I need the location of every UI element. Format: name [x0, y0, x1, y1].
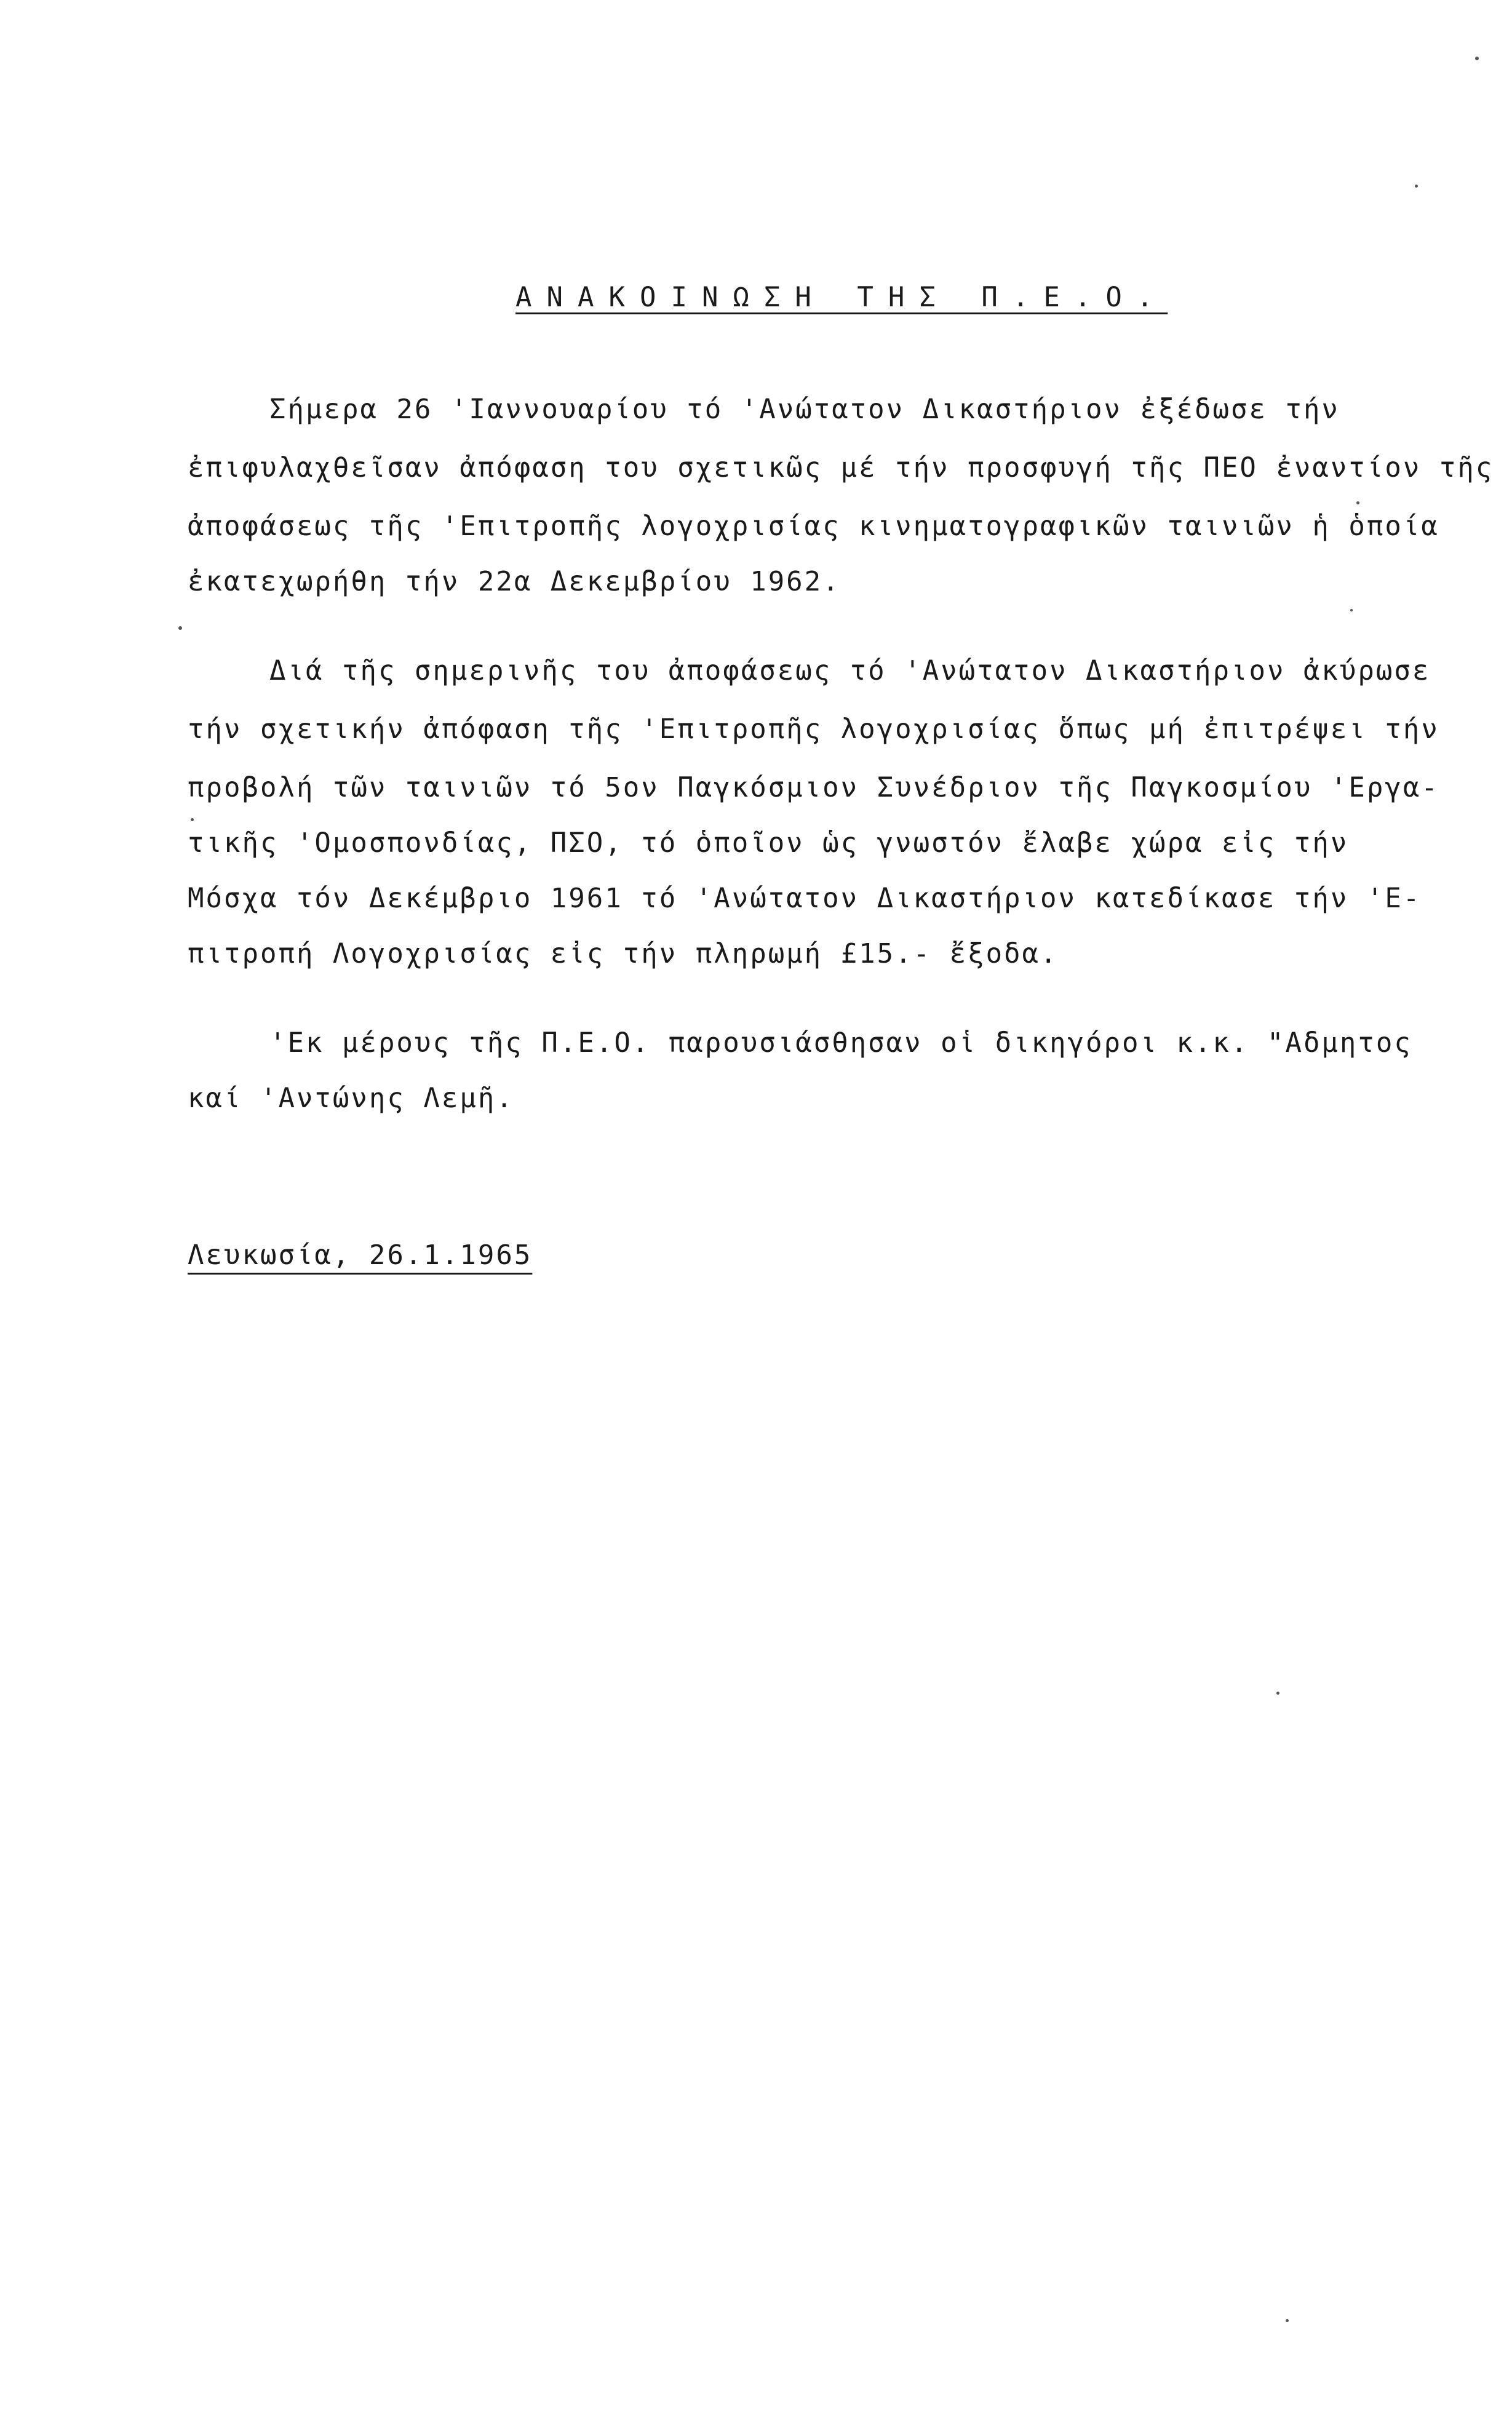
scan-speck [178, 626, 182, 630]
paragraph-2-line-5: Μόσχα τόν Δεκέμβριο 1961 τό 'Ανώτατον Δικαστήριον κατεδίκασε τήν 'Ε- [188, 883, 1422, 914]
document-title: ΑΝΑΚΟΙΝΩΣΗ ΤΗΣ Π.Ε.Ο. [515, 282, 1168, 313]
paragraph-3-line-2: καί 'Αντώνης Λεμῆ. [188, 1083, 514, 1114]
scan-speck [1276, 1692, 1279, 1695]
scan-speck [1286, 2319, 1289, 2322]
scan-speck [1475, 57, 1479, 60]
paragraph-2-line-4: τικῆς 'Ομοσπονδίας, ΠΣΟ, τό ὁποῖον ὡς γνωστόν ἔλαβε χώρα εἰς τήν [188, 827, 1349, 859]
paragraph-3-line-1: 'Εκ μέρους τῆς Π.Ε.Ο. παρουσιάσθησαν οἱ δικηγόροι κ.κ. "Αδμητος [269, 1027, 1412, 1059]
paragraph-2-line-3: προβολή τῶν ταινιῶν τό 5ον Παγκόσμιον Συνέδριον τῆς Παγκοσμίου 'Εργα- [188, 772, 1439, 803]
scan-speck [1350, 609, 1353, 611]
paragraph-2-line-6: πιτροπή Λογοχρισίας εἰς τήν πληρωμή £15.- ἔξοδα. [188, 938, 1059, 969]
paragraph-1-line-4: ἐκατεχωρήθη τήν 22α Δεκεμβρίου 1962. [188, 566, 841, 597]
place-and-date: Λευκωσία, 26.1.1965 [188, 1239, 533, 1271]
paragraph-1-line-3: ἀποφάσεως τῆς 'Επιτροπῆς λογοχρισίας κινηματογραφικῶν ταινιῶν ἡ ὁποία [188, 511, 1439, 542]
scan-speck [1415, 185, 1418, 188]
paragraph-1-line-1: Σήμερα 26 'Ιαννουαρίου τό 'Ανώτατον Δικαστήριον ἐξέδωσε τήν [269, 394, 1340, 425]
scan-speck [191, 818, 194, 821]
paragraph-1-line-2: ἐπιφυλαχθεῖσαν ἀπόφαση του σχετικῶς μέ τήν προσφυγή τῆς ΠΕΟ ἐναντίον τῆς [188, 452, 1494, 483]
scan-speck [1356, 501, 1359, 504]
paragraph-2-line-2: τήν σχετικήν ἀπόφαση τῆς 'Επιτροπῆς λογοχρισίας ὅπως μή ἐπιτρέψει τήν [188, 714, 1439, 745]
paragraph-2-line-1: Διά τῆς σημερινῆς του ἀποφάσεως τό 'Ανώτατον Δικαστήριον ἀκύρωσε [269, 655, 1431, 686]
